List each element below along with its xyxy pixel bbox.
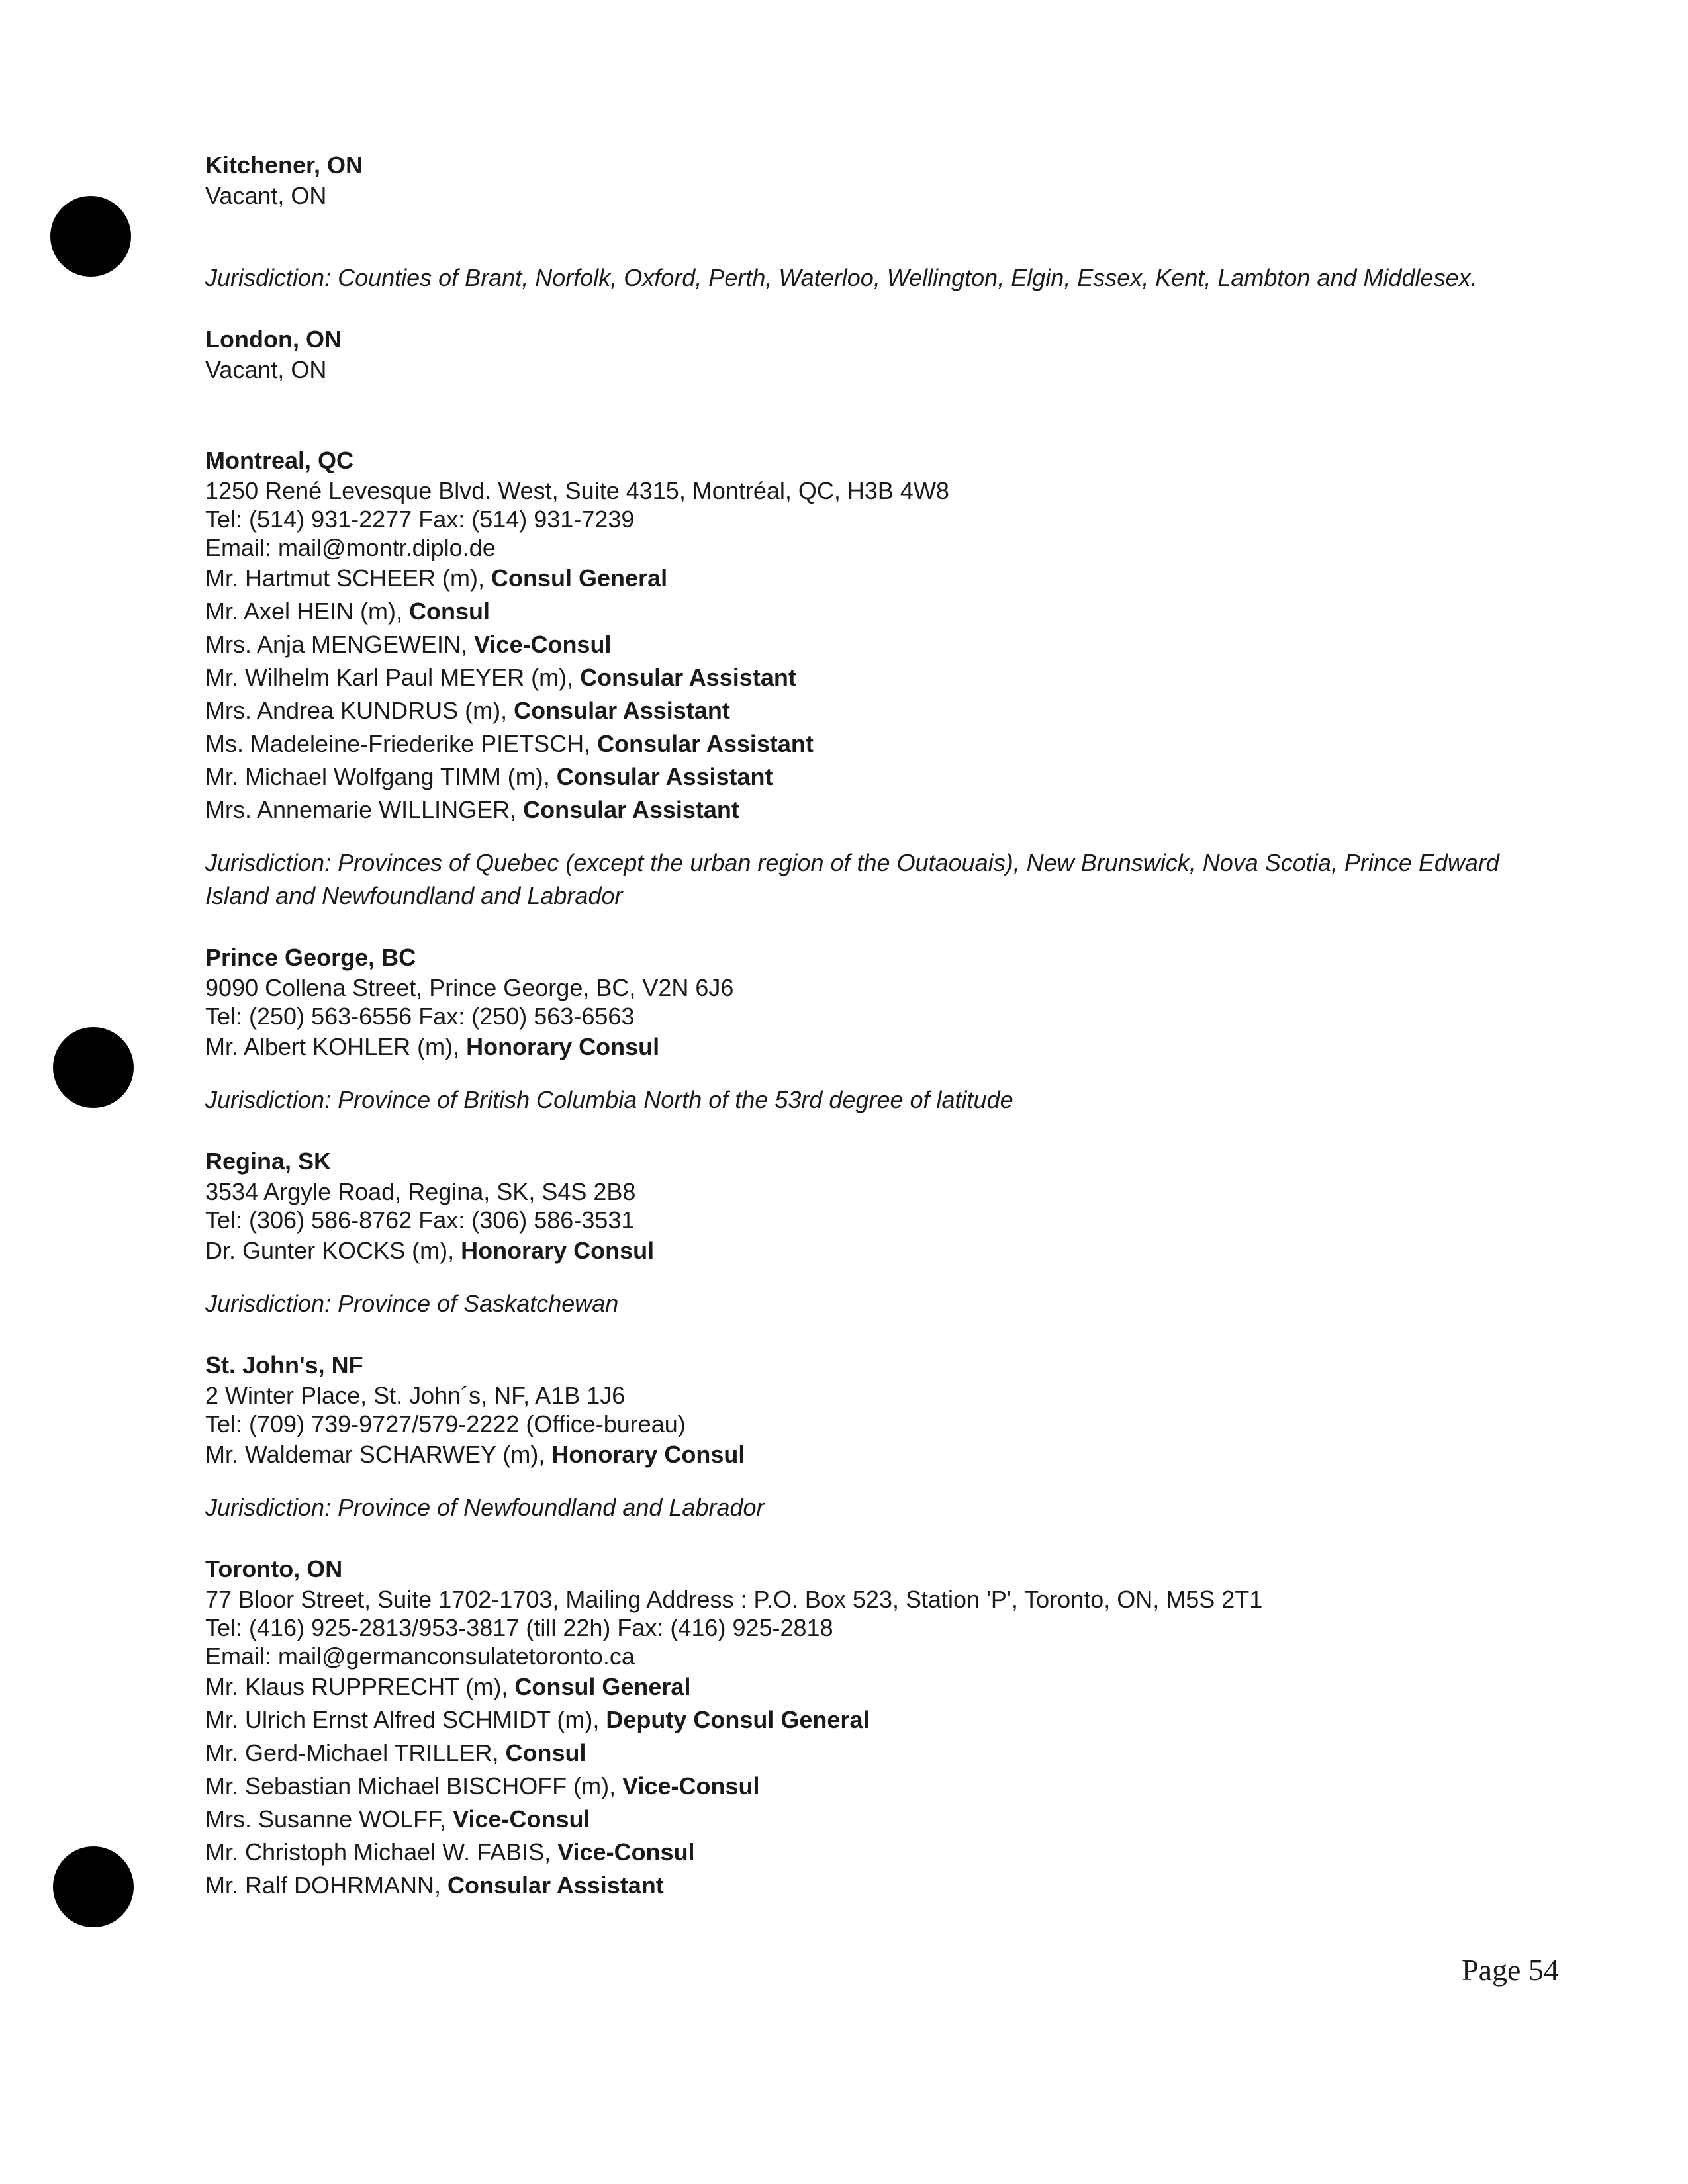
phone-fax-line: Tel: (250) 563-6556 Fax: (250) 563-6563 bbox=[205, 1003, 635, 1030]
jurisdiction-text: Jurisdiction: Province of British Columbia North of the 53rd degree of latitude bbox=[205, 1086, 1013, 1113]
staff-entry bbox=[205, 562, 1529, 595]
staff-title: Vice-Consul bbox=[474, 631, 612, 658]
staff-title: Consular Assistant bbox=[597, 730, 814, 757]
section-montreal bbox=[205, 445, 1529, 913]
staff-title: Honorary Consul bbox=[551, 1441, 745, 1468]
city-heading: Prince George, BC bbox=[205, 944, 416, 971]
phone-fax-line: Tel: (306) 586-8762 Fax: (306) 586-3531 bbox=[205, 1206, 635, 1234]
address-line: 3534 Argyle Road, Regina, SK, S4S 2B8 bbox=[205, 1178, 636, 1205]
staff-entry bbox=[205, 628, 1529, 661]
staff-entry bbox=[205, 1438, 1529, 1471]
staff-name: Mr. Waldemar SCHARWEY (m), bbox=[205, 1441, 552, 1468]
section-regina bbox=[205, 1146, 1529, 1320]
staff-title: Consular Assistant bbox=[580, 664, 796, 691]
staff-entry bbox=[205, 1836, 1529, 1869]
staff-entry bbox=[205, 794, 1529, 827]
staff-name: Mr. Ralf DOHRMANN, bbox=[205, 1872, 448, 1899]
email-line: Email: mail@germanconsulatetoronto.ca bbox=[205, 1643, 635, 1670]
punch-hole bbox=[53, 1846, 134, 1927]
page-number: Page 54 bbox=[1462, 1953, 1559, 1987]
staff-name: Mr. Albert KOHLER (m), bbox=[205, 1033, 467, 1060]
staff-name: Mrs. Anja MENGEWEIN, bbox=[205, 631, 475, 658]
staff-entry bbox=[205, 694, 1529, 727]
staff-entry bbox=[205, 661, 1529, 694]
section-prince-george bbox=[205, 942, 1529, 1116]
city-heading: Toronto, ON bbox=[205, 1555, 343, 1582]
staff-title: Consul General bbox=[491, 565, 668, 592]
address-line: 2 Winter Place, St. John´s, NF, A1B 1J6 bbox=[205, 1382, 626, 1409]
section-st-johns bbox=[205, 1349, 1529, 1524]
staff-name: Mr. Klaus RUPPRECHT (m), bbox=[205, 1673, 515, 1700]
staff-title: Vice-Consul bbox=[453, 1805, 590, 1833]
staff-entry bbox=[205, 727, 1529, 760]
staff-entry bbox=[205, 1803, 1529, 1836]
staff-name: Dr. Gunter KOCKS (m), bbox=[205, 1237, 461, 1264]
consulate-listing bbox=[205, 150, 1529, 1902]
staff-entry bbox=[205, 760, 1529, 794]
section-london bbox=[205, 324, 1529, 384]
staff-name: Mrs. Susanne WOLFF, bbox=[205, 1805, 453, 1833]
staff-name: Mrs. Andrea KUNDRUS (m), bbox=[205, 697, 514, 724]
phone-fax-line: Tel: (416) 925-2813/953-3817 (till 22h) Fax: (416) 925-2818 bbox=[205, 1614, 833, 1641]
section-toronto bbox=[205, 1553, 1529, 1902]
city-heading: St. John's, NF bbox=[205, 1351, 363, 1379]
jurisdiction-text: Jurisdiction: Provinces of Quebec (except the urban region of the Outaouais), New Brunswick, Nova Scotia, Prince Edward Island and Newfoundland and Labrador bbox=[205, 849, 1499, 909]
staff-title: Consular Assistant bbox=[523, 796, 739, 823]
staff-title: Consular Assistant bbox=[514, 697, 730, 724]
phone-fax-line: Tel: (514) 931-2277 Fax: (514) 931-7239 bbox=[205, 506, 635, 533]
staff-title: Consul bbox=[409, 598, 491, 625]
staff-entry bbox=[205, 1030, 1529, 1064]
staff-entry bbox=[205, 1770, 1529, 1803]
phone-line: Tel: (709) 739-9727/579-2222 (Office-bureau) bbox=[205, 1410, 686, 1437]
staff-name: Mr. Gerd-Michael TRILLER, bbox=[205, 1739, 506, 1766]
punch-hole bbox=[53, 1027, 134, 1108]
address-line: Vacant, ON bbox=[205, 182, 327, 209]
address-line: 1250 René Levesque Blvd. West, Suite 4315, Montréal, QC, H3B 4W8 bbox=[205, 477, 949, 504]
city-heading: London, ON bbox=[205, 326, 342, 353]
staff-title: Honorary Consul bbox=[466, 1033, 660, 1060]
staff-entry bbox=[205, 1704, 1529, 1737]
section-kitchener bbox=[205, 150, 1529, 295]
staff-title: Consular Assistant bbox=[556, 763, 773, 790]
staff-name: Mr. Ulrich Ernst Alfred SCHMIDT (m), bbox=[205, 1706, 606, 1733]
email-line: Email: mail@montr.diplo.de bbox=[205, 534, 496, 561]
staff-title: Consular Assistant bbox=[447, 1872, 664, 1899]
staff-name: Mr. Michael Wolfgang TIMM (m), bbox=[205, 763, 557, 790]
staff-title: Consul General bbox=[514, 1673, 691, 1700]
staff-name: Mr. Hartmut SCHEER (m), bbox=[205, 565, 492, 592]
staff-name: Ms. Madeleine-Friederike PIETSCH, bbox=[205, 730, 598, 757]
punch-hole bbox=[50, 196, 131, 277]
address-line: Vacant, ON bbox=[205, 356, 327, 383]
city-heading: Regina, SK bbox=[205, 1148, 332, 1175]
staff-entry bbox=[205, 595, 1529, 628]
jurisdiction-text: Jurisdiction: Province of Newfoundland and Labrador bbox=[205, 1494, 765, 1521]
staff-entry bbox=[205, 1737, 1529, 1770]
staff-name: Mr. Wilhelm Karl Paul MEYER (m), bbox=[205, 664, 581, 691]
staff-name: Mr. Axel HEIN (m), bbox=[205, 598, 410, 625]
jurisdiction-text: Jurisdiction: Counties of Brant, Norfolk, Oxford, Perth, Waterloo, Wellington, Elgin, Essex, Kent, Lambton and Middlesex. bbox=[205, 264, 1477, 291]
staff-name: Mrs. Annemarie WILLINGER, bbox=[205, 796, 524, 823]
staff-title: Honorary Consul bbox=[461, 1237, 655, 1264]
staff-entry bbox=[205, 1670, 1529, 1704]
staff-entry bbox=[205, 1234, 1529, 1267]
jurisdiction-text: Jurisdiction: Province of Saskatchewan bbox=[205, 1290, 619, 1317]
staff-title: Deputy Consul General bbox=[606, 1706, 870, 1733]
staff-title: Vice-Consul bbox=[557, 1839, 695, 1866]
staff-entry bbox=[205, 1869, 1529, 1902]
staff-name: Mr. Christoph Michael W. FABIS, bbox=[205, 1839, 558, 1866]
city-heading: Montreal, QC bbox=[205, 447, 354, 474]
staff-title: Consul bbox=[505, 1739, 586, 1766]
address-line: 77 Bloor Street, Suite 1702-1703, Mailing Address : P.O. Box 523, Station 'P', Toronto, ON, M5S 2T1 bbox=[205, 1586, 1263, 1613]
staff-name: Mr. Sebastian Michael BISCHOFF (m), bbox=[205, 1772, 623, 1799]
address-line: 9090 Collena Street, Prince George, BC, V2N 6J6 bbox=[205, 974, 734, 1001]
staff-title: Vice-Consul bbox=[622, 1772, 760, 1799]
city-heading: Kitchener, ON bbox=[205, 152, 363, 179]
